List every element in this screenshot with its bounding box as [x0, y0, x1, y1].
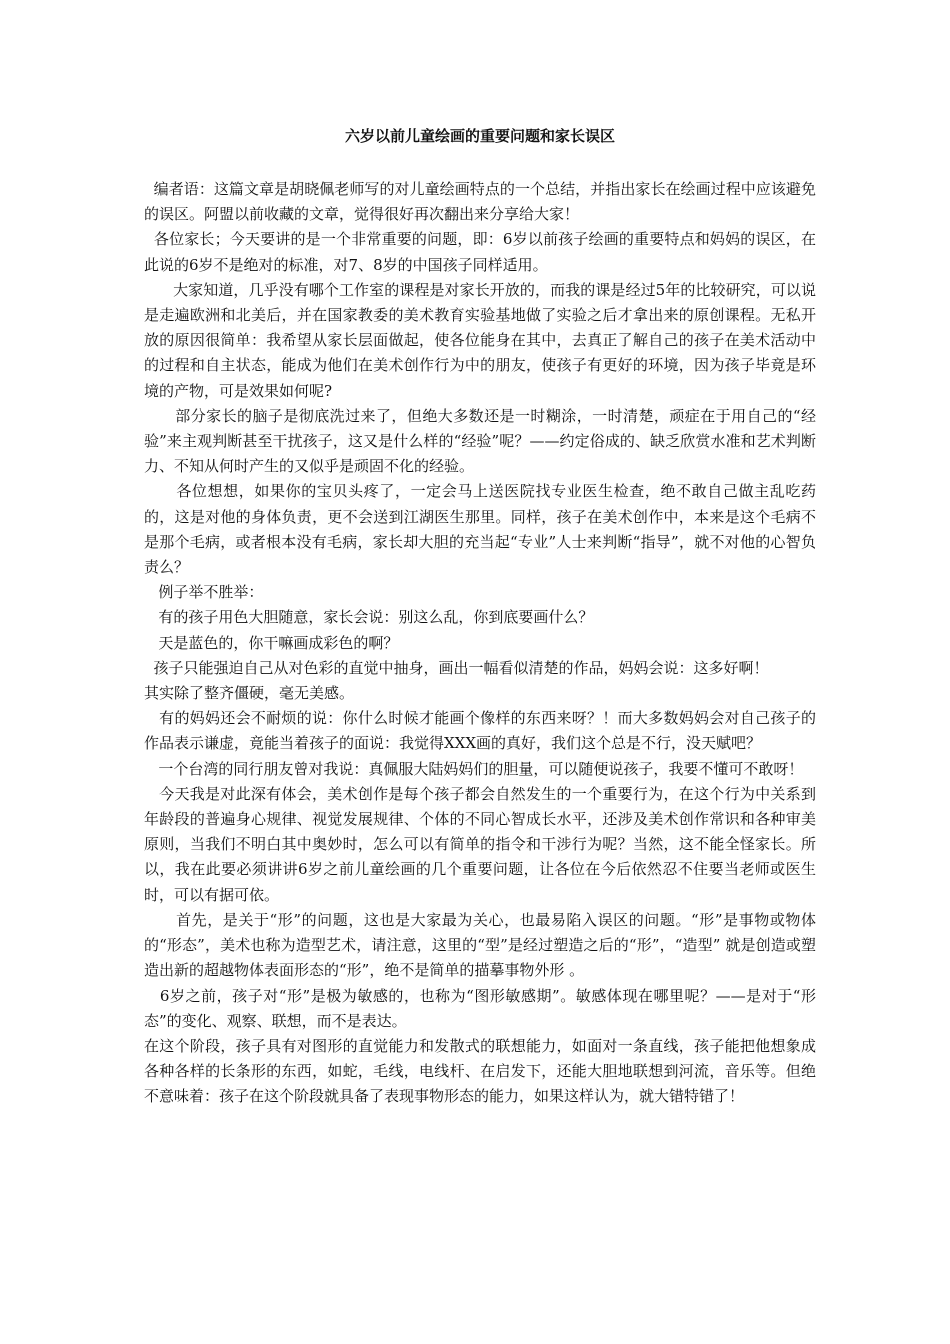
paragraph-art-creation: 今天我是对此深有体会，美术创作是每个孩子都会自然发生的一个重要行为，在这个行为中关系到年龄段的普遍身心规律、视觉发展规律、个体的不同心智成长水平，还涉及美术创作常识和各种审美原则，当我们不明白其中奥妙时，怎么可以有简单的指令和干涉行为呢？当然，这不能全怪家长。所以，我在此要必须讲讲6岁之前儿童绘画的几个重要问题，让各位在今后依然忍不住要当老师或医生时，可以有据可依。 — [144, 784, 816, 904]
paragraph-intuition: 在这个阶段，孩子具有对图形的直觉能力和发散式的联想能力，如面对一条直线，孩子能把他想象成各种各样的长条形的东西，如蛇，毛线，电线杆、在启发下，还能大胆地联想到河流，音乐等。但绝不意味着：孩子在这个阶段就具备了表现事物形态的能力，如果这样认为，就大错特错了！ — [144, 1036, 816, 1106]
paragraph-list — [144, 177, 816, 1110]
paragraph-parent-experience: 部分家长的脑子是彻底洗过来了，但绝大多数还是一时糊涂，一时清楚，顽症在于用自己的“经验”来主观判断甚至干扰孩子，这又是什么样的“经验”呢？——约定俗成的、缺乏欣赏水准和艺术判断力、不知从何时产生的又似乎是顽固不化的经验。 — [144, 406, 816, 476]
paragraph-stiff: 其实除了整齐僵硬，毫无美感。 — [144, 684, 355, 703]
paragraph-example-sky: 天是蓝色的，你干嘛画成彩色的啊？ — [144, 633, 399, 652]
paragraph-doctor-analogy: 各位想想，如果你的宝贝头疼了，一定会马上送医院找专业医生检查，绝不敢自己做主乱吃药的，这是对他的身体负责，更不会送到江湖医生那里。同样，孩子在美术创作中，本来是这个毛病不是那个毛病，或者根本没有毛病，家长却大胆的充当起“专业”人士来判断“指导”，就不对他的心智负责么？ — [144, 482, 816, 577]
paragraph-example-color: 有的孩子用色大胆随意，家长会说：别这么乱，你到底要画什么？ — [144, 608, 594, 627]
paragraph-examples-intro: 例子举不胜举： — [144, 583, 264, 602]
paragraph-form-question: 首先，是关于“形”的问题，这也是大家最为关心，也最易陷入误区的问题。“形”是事物或物体的“形态”，美术也称为造型艺术，请注意，这里的“型”是经过塑造之后的“形”，“造型” 就是创造或塑造出新的超越物体表面形态的“形”，绝不是简单的描摹事物外形 。 — [144, 910, 816, 980]
document-body — [144, 124, 816, 1110]
page-title: 六岁以前儿童绘画的重要问题和家长误区 — [344, 127, 615, 145]
paragraph-example-forced: 孩子只能强迫自己从对色彩的直觉中抽身，画出一幅看似清楚的作品，妈妈会说：这多好啊！ — [144, 658, 769, 677]
paragraph-impatient-mom: 有的妈妈还会不耐烦的说：你什么时候才能画个像样的东西来呀？！而大多数妈妈会对自己孩子的作品表示谦虚，竟能当着孩子的面说：我觉得XXX画的真好，我们这个总是不行，没天赋吧？ — [144, 709, 816, 753]
paragraph-taiwan-friend: 一个台湾的同行朋友曾对我说：真佩服大陆妈妈们的胆量，可以随便说孩子，我要不懂可不敢呀！ — [144, 759, 804, 778]
paragraph-course-intro: 大家知道，几乎没有哪个工作室的课程是对家长开放的，而我的课是经过5年的比较研究，可以说是走遍欧洲和北美后，并在国家教委的美术教育实验基地做了实验之后才拿出来的原创课程。无私开放的原因很简单：我希望从家长层面做起，使各位能身在其中，去真正了解自己的孩子在美术活动中的过程和自主状态，能成为他们在美术创作行为中的朋友，使孩子有更好的环境，因为孩子毕竟是环境的产物，可是效果如何呢? — [144, 280, 816, 400]
paragraph-shape-sensitive: 6岁之前，孩子对“形”是极为敏感的，也称为“图形敏感期”。敏感体现在哪里呢？——是对于“形态”的变化、观察、联想，而不是表达。 — [144, 986, 816, 1030]
paragraph-greeting: 各位家长；今天要讲的是一个非常重要的问题，即：6岁以前孩子绘画的重要特点和妈妈的误区，在此说的6岁不是绝对的标准，对7、8岁的中国孩子同样适用。 — [144, 230, 816, 274]
paragraph-editor-note: 编者语：这篇文章是胡晓佩老师写的对儿童绘画特点的一个总结，并指出家长在绘画过程中应该避免的误区。阿盟以前收藏的文章，觉得很好再次翻出来分享给大家！ — [144, 180, 816, 224]
